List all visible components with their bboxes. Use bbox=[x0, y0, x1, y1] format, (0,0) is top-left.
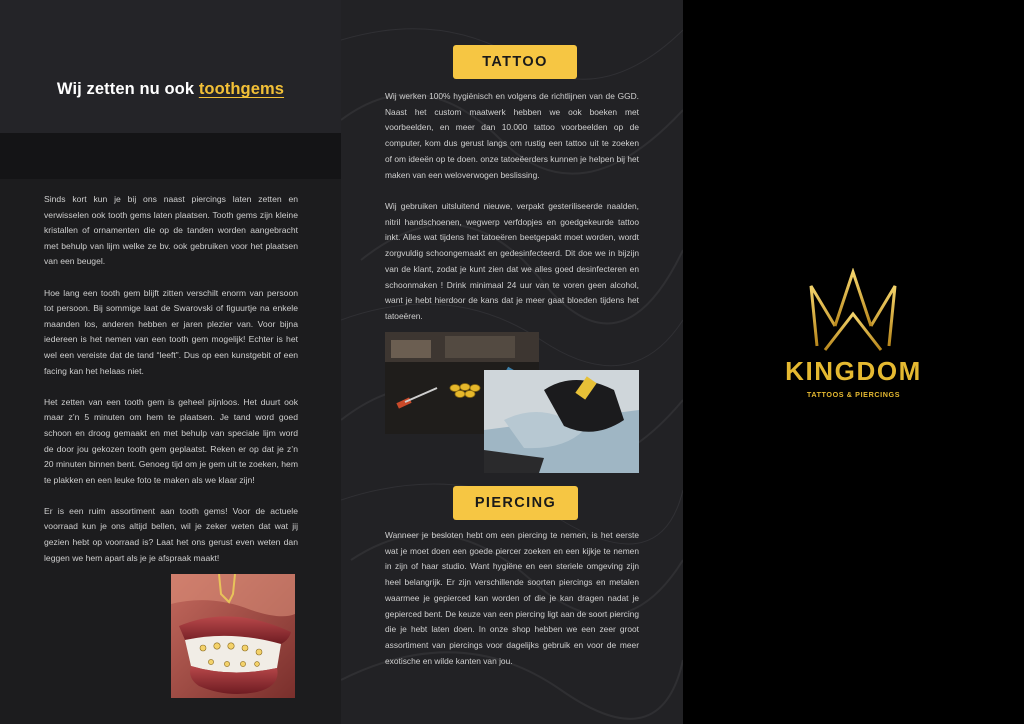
toothgems-photo bbox=[171, 574, 295, 698]
divider-band bbox=[0, 133, 341, 179]
toothgems-paragraph-3: Het zetten van een tooth gem is geheel pijnloos. Het duurt ook maar z’n 5 minuten om hem te plaatsen. Je tand word goed schoon en droog gemaakt en met behulp van speciale lijm word de door jou gekozen tooth gem geplaatst. Reken er op dat je z’n 20 minuten binnen bent. Genoeg tijd om je gem uit te zoeken, hem te plakken en een leuke foto te maken als we klaar zijn! bbox=[44, 396, 298, 485]
piercing-paragraph: Wanneer je besloten hebt om een piercing te nemen, is het eerste wat je moet doen een goede piercer zoeken en een kijkje te nemen in zijn of haar studio. Want hygiëne en een steriele omgeving zijn heel belangrijk. Er zijn verschillende soorten piercings en metalen waarmee je gepierced kan worden of die je kan dragen nadat je gepierced bent. De keuze van een piercing ligt aan de soort piercing die je hebt laten doen. In onze shop hebben we een zeer groot assortiment van piercings voor dagelijks gebruik en voor de meer exotische en wilde kanten van jou. bbox=[385, 530, 639, 666]
tattoo-heading: TATTOO bbox=[453, 45, 577, 79]
toothgems-body bbox=[44, 192, 298, 566]
brand-name: KINGDOM bbox=[785, 356, 922, 386]
toothgems-paragraph-1: Sinds kort kun je bij ons naast piercings laten zetten en verwisselen ook tooth gems laten plaatsen. Tooth gems zijn kleine kristallen of ornamenten die op de tanden worden aangebracht met behulp van lijm welke ze bv. ook gebruiken voor het plaatsen van een beugel. bbox=[44, 194, 298, 267]
toothgems-paragraph-2: Hoe lang een tooth gem blijft zitten verschilt enorm van persoon tot persoon. Bij sommige laat de Swarovski of figuurtje na enkele maanden los, anderen hebben er jaren plezier van. Voor bijna iedereen is het nemen van een tooth gem mogelijk! Echter is het wel een vereiste dat de tand “leeft”. Dus op een kunstgebit of een facing kan het helaas niet. bbox=[44, 287, 298, 376]
title-accent-link[interactable]: toothgems bbox=[198, 80, 285, 98]
tattoo-paragraph-1: Wij werken 100% hygiënisch en volgens de richtlijnen van de GGD. Naast het custom maatwerk hebben we ook boeken met voorbeelden, en meer dan 10.000 tattoo voorbeelden op de computer, kom dus gerust langs om rustig een tattoo uit te zoeken of om ideeën op te doen. onze tatoeëerders kunnen je helpen bij het maken van een weloverwogen beslissing. bbox=[385, 91, 639, 180]
title-prefix: Wij zetten nu ook bbox=[56, 80, 199, 98]
toothgems-paragraph-4-text: Er is een ruim assortiment aan tooth gems! Voor de actuele voorraad kun je ons altijd bellen, wil je zeker weten dat wat jij gezien hebt op voorraad is? Laat het ons gerust even weten dan leggen we hem apart als je je afspraak maakt! bbox=[44, 505, 298, 563]
brand-tagline: TATTOOS & PIERCINGS bbox=[806, 390, 901, 399]
toothgems-panel bbox=[0, 0, 341, 724]
toothgems-title bbox=[0, 80, 341, 99]
tattoo-paragraph-2: Wij gebruiken uitsluitend nieuwe, verpakt gesteriliseerde naalden, nitril handschoenen, wegwerp verfdopjes en goedgekeurde tattoo inkt. Alles wat tijdens het tatoeëren beetgepakt moet worden, wordt zorgvuldig schoongemaakt en gedesinfecteerd. Dit doe we in bijzijn van de klant, zodat je kunt zien dat we alles goed desinfecteren en schoonmaken ! Drink minimaal 24 uur van te voren geen alcohol, want je hebt hierdoor de kans dat je meer gaat bloeden tijdens het tatoeëren. bbox=[385, 201, 639, 321]
cover-panel bbox=[683, 0, 1024, 724]
crown-icon bbox=[773, 268, 933, 408]
tattoo-session-photo bbox=[484, 370, 639, 473]
toothgems-paragraph-4 bbox=[44, 504, 298, 566]
header-band bbox=[0, 0, 341, 133]
services-panel bbox=[341, 0, 683, 724]
piercing-heading: PIERCING bbox=[453, 486, 578, 520]
